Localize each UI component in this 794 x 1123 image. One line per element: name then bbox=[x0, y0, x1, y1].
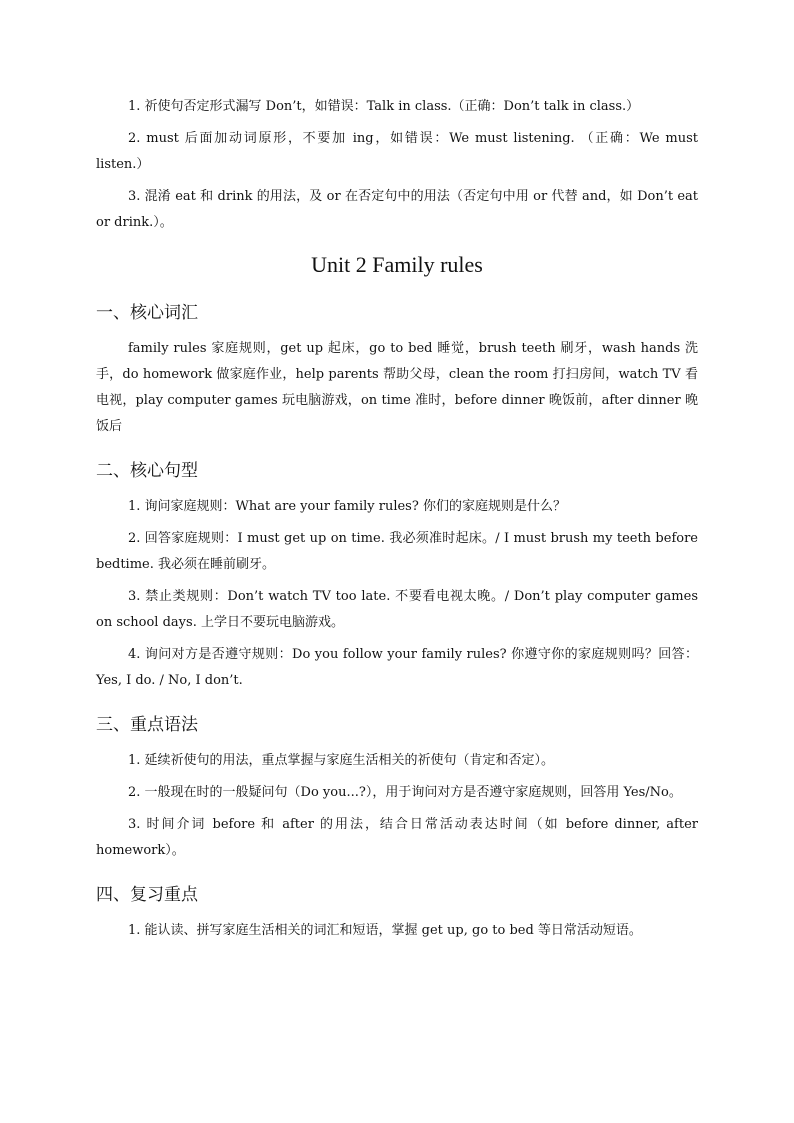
section-paragraph: 2. 一般现在时的一般疑问句（Do you...?），用于询问对方是否遵守家庭规则，回答用 Yes/No。 bbox=[128, 785, 682, 800]
section-paragraph: 1. 延续祈使句的用法，重点掌握与家庭生活相关的祈使句（肯定和否定）。 bbox=[128, 753, 555, 768]
top-item-1: 1. 祈使句否定形式漏写 Don’t，如错误：Talk in class.（正确：Don’t talk in class.） bbox=[128, 99, 640, 114]
section-paragraph: 1. 询问家庭规则：What are your family rules? 你们的家庭规则是什么？ bbox=[128, 499, 566, 514]
section-review-points bbox=[96, 882, 698, 944]
section-paragraph: 3. 时间介词 before 和 after 的用法，结合日常活动表达时间（如 before dinner, after homework）。 bbox=[96, 817, 698, 858]
section-paragraph: 2. 回答家庭规则：I must get up on time. 我必须准时起床。/ I must brush my teeth before bedtime. 我必须在睡前刷牙。 bbox=[96, 531, 698, 572]
section-paragraph: 1. 能认读、拼写家庭生活相关的词汇和短语，掌握 get up, go to bed 等日常活动短语。 bbox=[128, 923, 642, 938]
section-heading: 一、核心词汇 bbox=[96, 303, 198, 323]
top-item-2: 2. must 后面加动词原形，不要加 ing，如错误：We must listening. （正确：We must listen.） bbox=[96, 131, 698, 172]
section-heading: 二、核心句型 bbox=[96, 461, 198, 481]
section-paragraph: 3. 禁止类规则：Don’t watch TV too late. 不要看电视太晚。/ Don’t play computer games on school days. 上学日不要玩电脑游戏。 bbox=[96, 589, 698, 630]
section-vocabulary bbox=[96, 300, 698, 440]
section-heading: 三、重点语法 bbox=[96, 715, 198, 735]
section-grammar bbox=[96, 712, 698, 864]
section-heading: 四、复习重点 bbox=[96, 885, 198, 905]
section-paragraph: family rules 家庭规则，get up 起床，go to bed 睡觉，brush teeth 刷牙，wash hands 洗手，do homework 做家庭作业，help parents 帮助父母，clean the room 打扫房间，watch TV 看电视，play computer games 玩电脑游戏，on time 准时，before dinner 晚饭前，after dinner 晚饭后 bbox=[96, 341, 698, 434]
unit-title: Unit 2 Family rules bbox=[311, 252, 483, 277]
section-sentence-patterns bbox=[96, 458, 698, 694]
document-page bbox=[96, 94, 698, 950]
top-item-3: 3. 混淆 eat 和 drink 的用法，及 or 在否定句中的用法（否定句中用 or 代替 and，如 Don’t eat or drink.）。 bbox=[96, 189, 698, 230]
section-paragraph: 4. 询问对方是否遵守规则：Do you follow your family rules? 你遵守你的家庭规则吗？回答：Yes, I do. / No, I don’t. bbox=[96, 647, 698, 688]
